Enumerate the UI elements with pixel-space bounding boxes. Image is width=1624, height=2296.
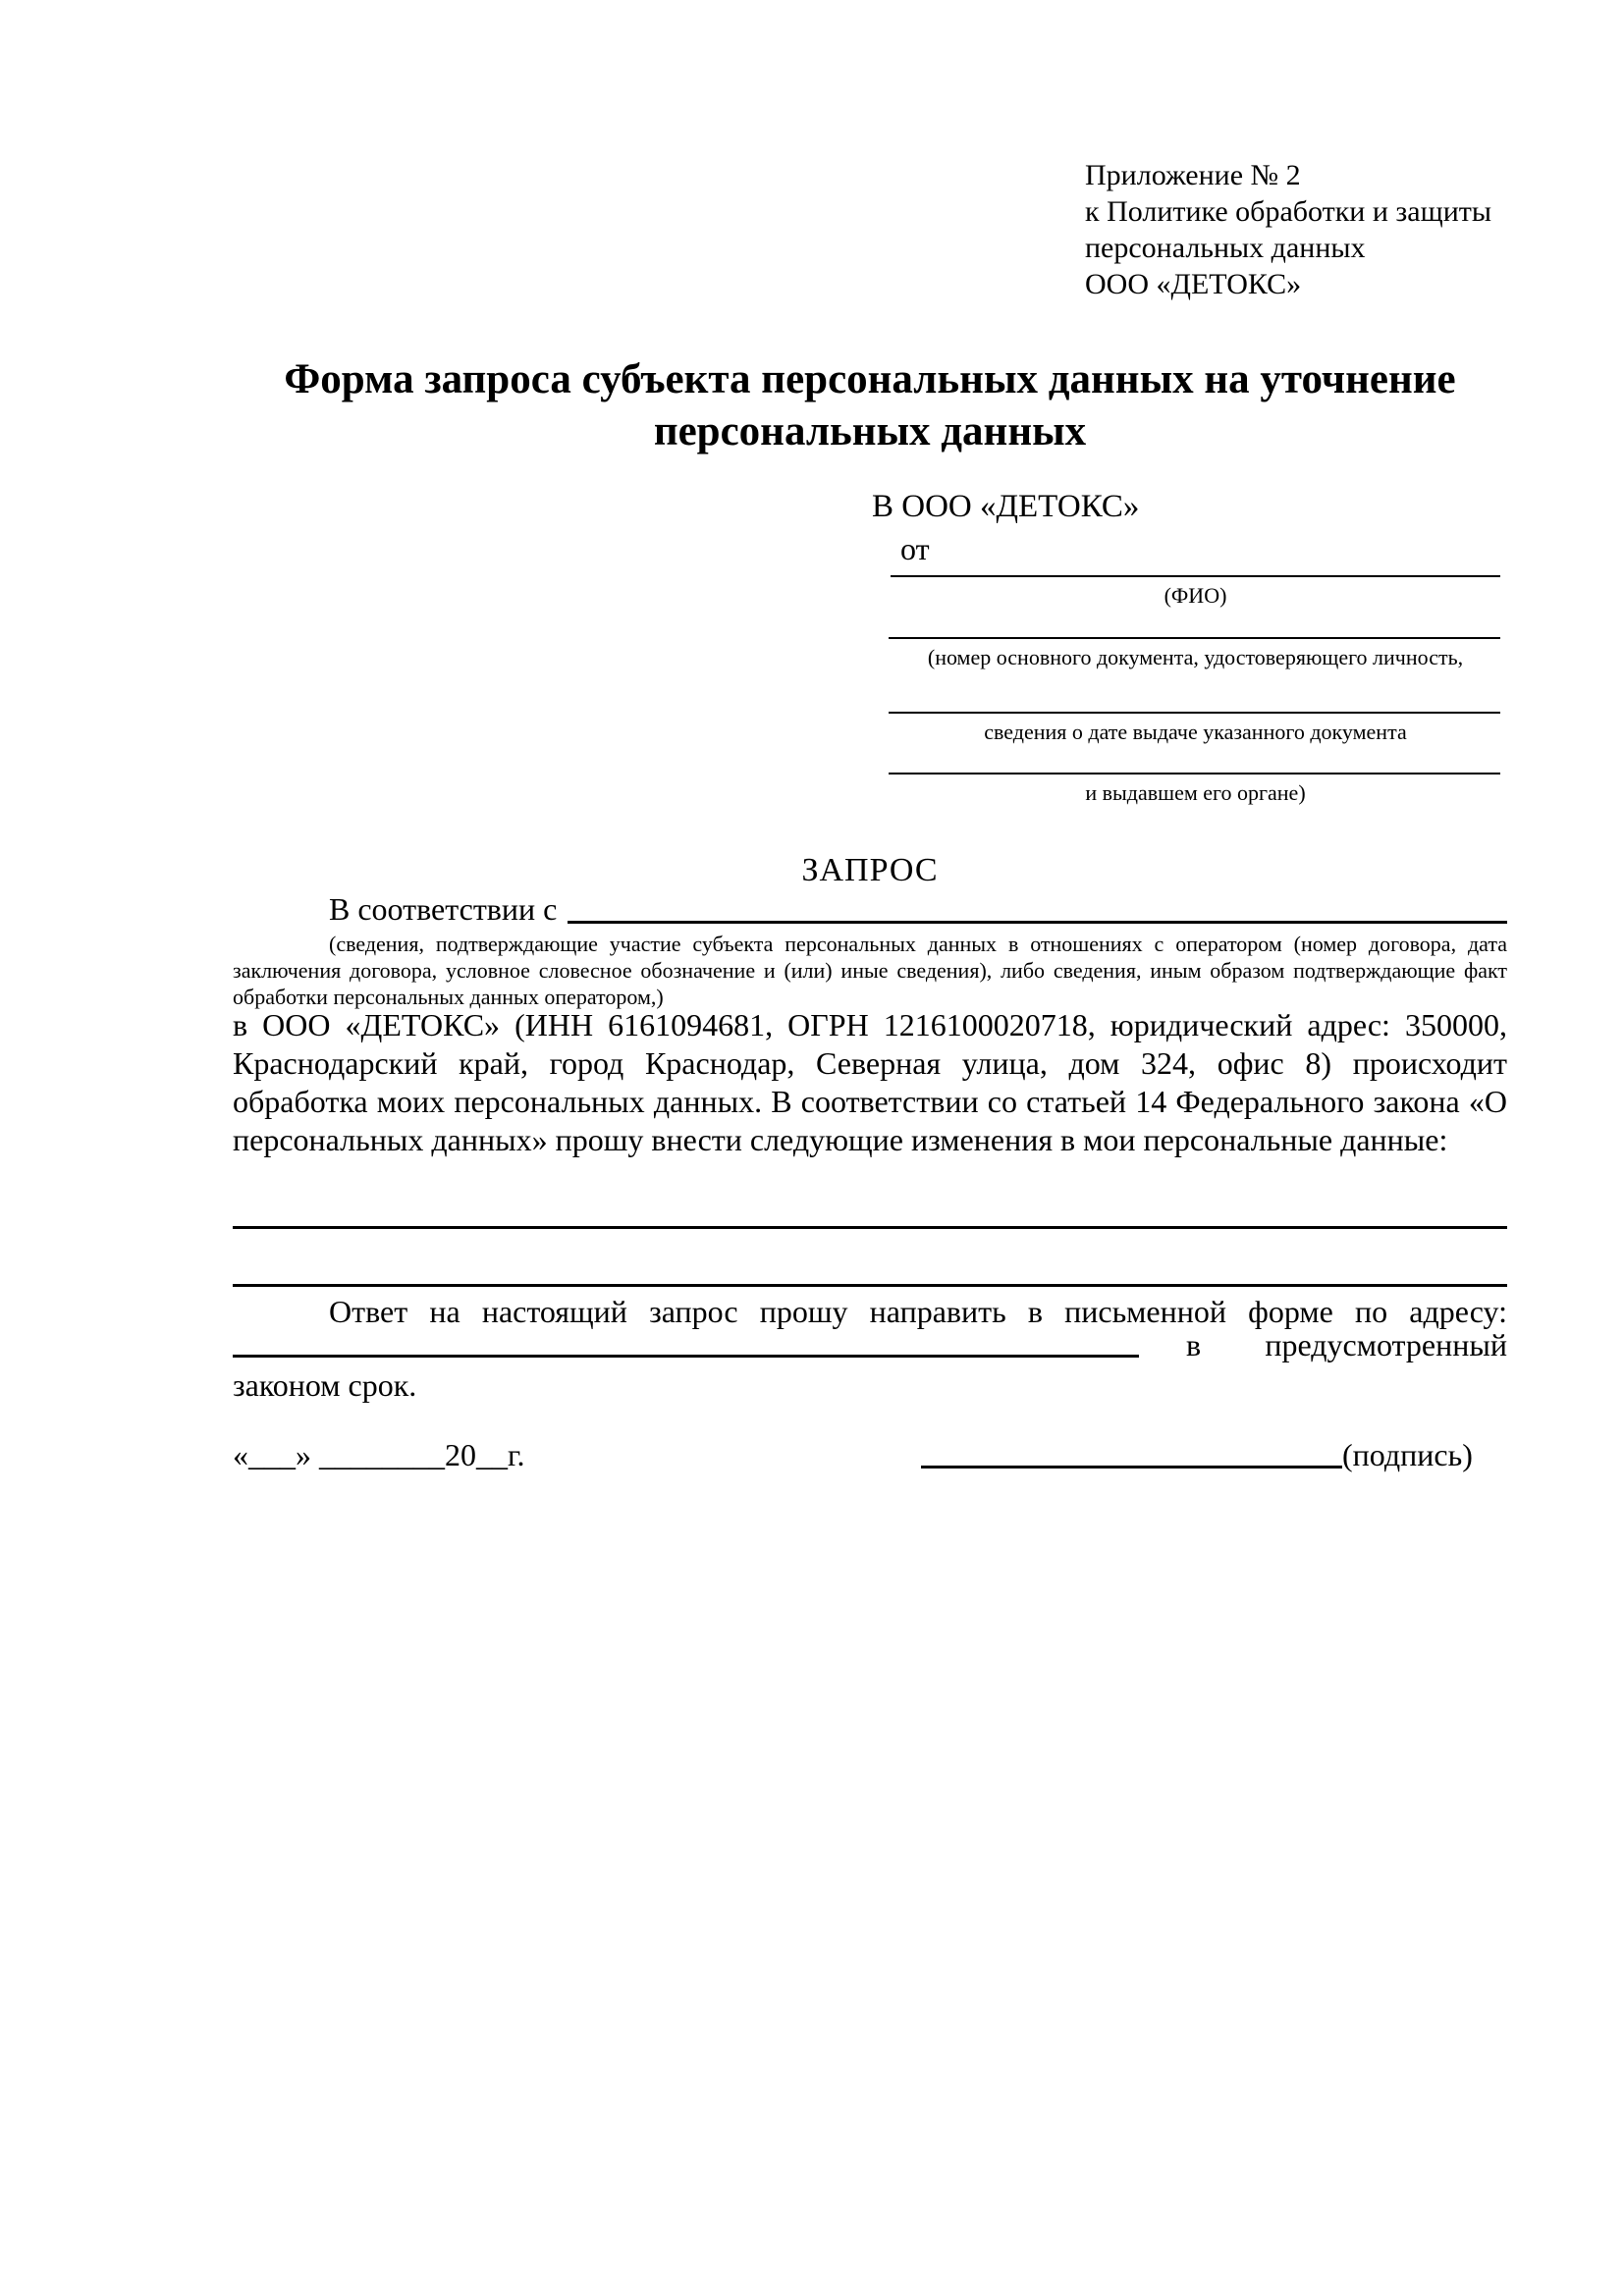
- request-heading: ЗАПРОС: [801, 852, 939, 888]
- answer-tail: законом срок.: [233, 1367, 417, 1403]
- document-number-blank-line: [889, 637, 1500, 639]
- issue-date-blank-line: [889, 712, 1500, 714]
- changes-blank-line-2: [233, 1284, 1507, 1287]
- issuing-authority-blank-line: [889, 773, 1500, 774]
- document-title: Форма запроса субъекта персональных данных на уточнение персональных данных: [284, 356, 1456, 454]
- document-number-caption: (номер основного документа, удостоверяющего личность,: [927, 645, 1464, 669]
- addressee-company: В ООО «ДЕТОКС»: [872, 489, 1140, 524]
- issue-date-caption: сведения о дате выдаче указанного документа: [984, 720, 1407, 744]
- fio-blank-line: [891, 575, 1500, 577]
- issuing-authority-caption: и выдавшем его органе): [1085, 780, 1306, 805]
- intro-prefix: В соответствии с: [329, 891, 558, 927]
- appendix-header-line: ООО «ДЕТОКС»: [1085, 268, 1302, 300]
- answer-sentence: Ответ на настоящий запрос прошу направить в письменной форме по адресу:: [329, 1294, 1507, 1329]
- basis-blank-line: [568, 921, 1507, 924]
- fio-caption: (ФИО): [1164, 583, 1227, 608]
- request-body: в ООО «ДЕТОКС» (ИНН 6161094681, ОГРН 1216100020718, юридический адрес: 350000, Краснодарский край, город Краснодар, Северная улица, дом 324, офис 8) происходит обработка моих персональных данных. В соответствии со статьей 14 Федерального закона «О персональных данных» прошу внести следующие изменения в мои персональные данные:: [233, 1007, 1507, 1157]
- appendix-header: [1085, 157, 1491, 302]
- appendix-header-line: персональных данных: [1085, 232, 1366, 264]
- answer-word-v: в: [1186, 1327, 1202, 1362]
- appendix-header-line: Приложение № 2: [1085, 159, 1301, 191]
- answer-word-predusmotrenny: предусмотренный: [1265, 1327, 1507, 1362]
- from-label: от: [900, 531, 930, 566]
- date-blank: «___» ________20__г.: [233, 1437, 525, 1472]
- appendix-header-line: к Политике обработки и защиты: [1085, 195, 1492, 228]
- changes-blank-line-1: [233, 1226, 1507, 1229]
- signature-blank-line: [921, 1466, 1342, 1468]
- address-blank-line: [233, 1355, 1139, 1358]
- signature-caption: (подпись): [1342, 1437, 1473, 1472]
- intro-caption: (сведения, подтверждающие участие субъекта персональных данных в отношениях с оператором (номер договора, дата заключения договора, условное словесное обозначение и (или) иные сведения), либо сведения, иным образом подтверждающие факт обработки персональных данных оператором,): [233, 932, 1507, 1009]
